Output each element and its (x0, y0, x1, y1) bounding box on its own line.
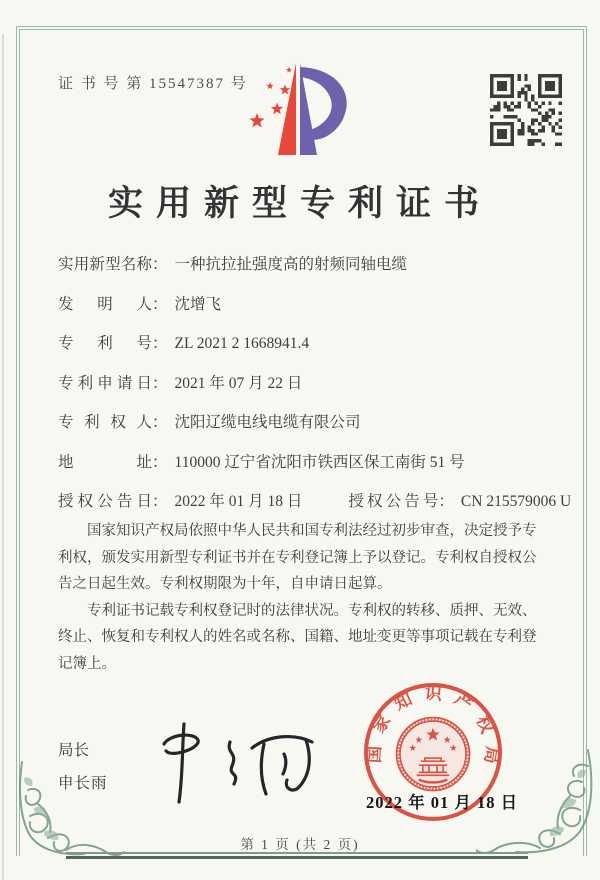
logo-red-spike (278, 63, 296, 155)
field-label: 地址 (58, 453, 152, 471)
field-label: 专利权人 (58, 414, 152, 431)
field-value: ZL 2021 2 1668941.4 (174, 335, 310, 352)
field-value: CN 215579006 U (460, 493, 572, 510)
grant-date-stamp: 2022 年 01 月 18 日 (366, 793, 519, 812)
field-label: 授权公告号 (348, 493, 439, 510)
field-label: 实用新型名称 (58, 256, 152, 273)
signer-title: 局长 (58, 742, 90, 759)
field-row-grant: 授权公告日： 2022 年 01 月 18 日 授权公告号： CN 215579006 U (58, 489, 550, 529)
qr-code (490, 74, 562, 146)
logo-star-icon (271, 103, 283, 115)
scan-edge-artifact (2, 34, 4, 880)
field-row-inventor: 发明人： 沈增飞 (58, 292, 550, 332)
field-row-filing-date: 专利申请日： 2021 年 07 月 22 日 (58, 371, 550, 411)
logo-star-icon (286, 67, 292, 73)
signer-name: 申长雨 (58, 775, 108, 792)
field-label: 专利号 (58, 335, 152, 352)
logo-star-icon (266, 82, 273, 89)
field-label: 授权公告日 (58, 493, 152, 510)
field-label: 专利申请日 (58, 374, 152, 392)
field-value: 2021 年 07 月 22 日 (174, 374, 303, 392)
logo-star-icon (280, 85, 290, 95)
bottom-rule-thick (66, 856, 528, 859)
field-value: 一种抗拉扯强度高的射频同轴电缆 (174, 256, 408, 273)
legal-paragraph-1: 国家知识产权局依照中华人民共和国专利法经过初步审查，决定授予专利权，颁发实用新型专利证书并在专利登记簿上予以登记。专利权自授权公告之日起生效。专利权期限为十年，自申请日起算。 (58, 523, 537, 592)
page-number: 第 1 页 (共 2 页) (240, 837, 360, 852)
field-row-name: 实用新型名称： 一种抗拉扯强度高的射频同轴电缆 (58, 252, 550, 292)
field-value: 2022 年 01 月 18 日 (174, 493, 303, 510)
field-list (58, 252, 572, 529)
certificate-title: 实用新型专利证书 (107, 184, 492, 223)
legal-paragraph-2: 专利证书记载专利权登记时的法律状况。专利权的转移、质押、无效、终止、恢复和专利权人的姓名或名称、国籍、地址变更等事项记载在专利登记簿上。 (58, 602, 537, 672)
field-value: 沈阳辽缆电线电缆有限公司 (174, 414, 361, 431)
field-value: 110000 辽宁省沈阳市铁西区保工南街 51 号 (174, 453, 465, 471)
certificate-number: 证 书 号 第 15547387 号 (58, 76, 248, 92)
field-row-address: 地址： 110000 辽宁省沈阳市铁西区保工南街 51 号 (58, 450, 550, 490)
cnipa-logo-icon (237, 56, 367, 160)
field-value: 沈增飞 (174, 295, 222, 313)
seal-ring-text: 国家知识产权局 (364, 683, 503, 777)
field-row-patentee: 专利权人： 沈阳辽缆电线电缆有限公司 (58, 410, 550, 450)
field-label: 发明人 (58, 295, 152, 313)
grant-number-pair: 授权公告号： CN 215579006 U (348, 493, 571, 510)
logo-star-icon (249, 113, 264, 127)
signature-handwriting (146, 714, 328, 810)
legal-text (58, 518, 548, 677)
field-row-patent-number: 专利号： ZL 2021 2 1668941.4 (58, 331, 550, 371)
